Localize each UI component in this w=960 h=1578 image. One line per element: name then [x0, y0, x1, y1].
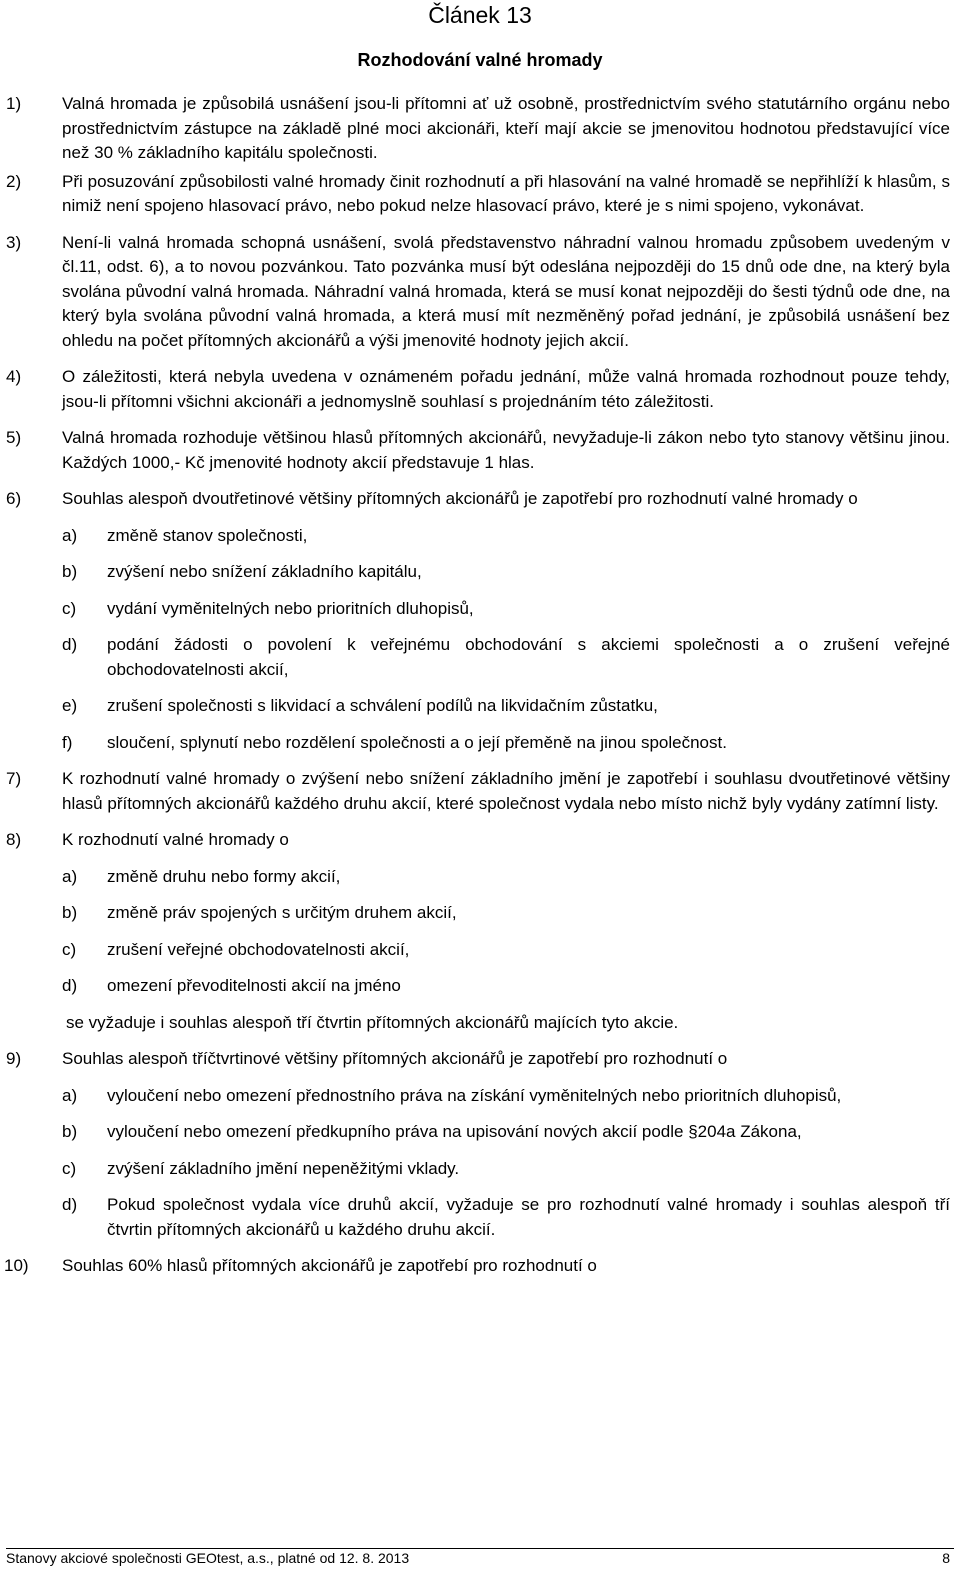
clause [0, 365, 960, 414]
clause-number: 8) [6, 830, 22, 849]
clause [0, 487, 960, 512]
clause-text: Souhlas 60% hlasů přítomných akcionářů je zapotřebí pro rozhodnutí o [62, 1256, 597, 1275]
clause-text: Valná hromada rozhoduje většinou hlasů přítomných akcionářů, nevyžaduje-li zákon nebo tyto stanovy většinu jinou. Každých 1000,- Kč jmenovité hodnoty akcií představuje 1 hlas. [62, 428, 950, 472]
sub-item-letter: d) [62, 635, 78, 654]
clause-number: 1) [6, 94, 22, 113]
clause [0, 1254, 960, 1279]
sub-item [0, 974, 960, 999]
sub-item-letter: b) [62, 562, 78, 581]
clause [0, 170, 960, 219]
sub-item-letter: c) [62, 1158, 77, 1178]
sub-item-text: vyloučení nebo omezení přednostního práva na získání vyměnitelných nebo prioritních dluhopisů, [107, 1085, 842, 1105]
sub-item [0, 865, 960, 890]
sub-item-text: zrušení společnosti s likvidací a schválení podílů na likvidačním zůstatku, [107, 696, 658, 715]
sub-item-letter: d) [62, 1195, 78, 1214]
clause-number: 3) [6, 232, 22, 252]
clause-number: 2) [6, 171, 22, 191]
sub-item-letter: c) [62, 598, 77, 618]
clause-text: Není-li valná hromada schopná usnášení, svolá představenstvo náhradní valnou hromadu způsobem uvedeným v čl.11, odst. 6), a to novou pozvánkou. Tato pozvánka musí být odeslána nejpozději do 15 dnů ode dne, na který byla svolána původní valná hromada. Náhradní valná hromada, která se musí konat nejpozději do šesti týdnů ode dne, na který byla svolána původní valná hromada, a která musí mít nezměněný pořad jednání, je způsobilá usnášení bez ohledu na počet přítomných akcionářů a výši jmenovité hodnoty jejich akcií. [62, 232, 950, 350]
clause-number: 9) [6, 1049, 22, 1068]
footer-document-title: Stanovy akciové společnosti GEOtest, a.s., platné od 12. 8. 2013 [6, 1550, 410, 1566]
article-title: Článek 13 [428, 2, 532, 28]
sub-item-letter: f) [62, 732, 73, 752]
sub-item-letter: b) [62, 1122, 78, 1141]
sub-item-text: zvýšení základního jmění nepeněžitými vklady. [107, 1158, 460, 1178]
sub-item-text: sloučení, splynutí nebo rozdělení společnosti a o její přeměně na jinou společnost. [107, 732, 727, 752]
clause-text: Souhlas alespoň tříčtvrtinové většiny přítomných akcionářů je zapotřebí pro rozhodnutí o [62, 1049, 728, 1068]
sub-item-text: změně druhu nebo formy akcií, [107, 866, 341, 886]
sub-item [0, 694, 960, 719]
sub-item [0, 1193, 960, 1242]
sub-item [0, 731, 960, 756]
sub-item-letter: a) [62, 525, 78, 545]
clause-number: 6) [6, 489, 22, 508]
clause [0, 231, 960, 354]
sub-item-text: zrušení veřejné obchodovatelnosti akcií, [107, 939, 410, 959]
sub-item-letter: e) [62, 696, 78, 715]
sub-item-text: změně stanov společnosti, [107, 525, 308, 545]
clause [0, 828, 960, 853]
sub-item [0, 1120, 960, 1145]
sub-item-text: zvýšení nebo snížení základního kapitálu, [107, 562, 422, 581]
clause-text: Valná hromada je způsobilá usnášení jsou-li přítomni ať už osobně, prostřednictvím svého statutárního orgánu nebo prostřednictvím zástupce na základě plné moci akcionáři, kteří mají akcie se jmenovitou hodnotou představující více než 30 % základního kapitálu společnosti. [62, 94, 950, 162]
document-body [0, 92, 960, 1279]
clause-number: 5) [6, 428, 22, 447]
clause-number: 4) [6, 367, 22, 386]
sub-item [0, 901, 960, 926]
sub-item-letter: c) [62, 939, 77, 959]
sub-item [0, 633, 960, 682]
sub-item-letter: a) [62, 866, 78, 886]
clause-number: 7) [6, 769, 22, 788]
sub-item-letter: d) [62, 976, 78, 995]
sub-item-text: změně práv spojených s určitým druhem akcií, [107, 903, 457, 922]
sub-item-letter: b) [62, 903, 78, 922]
sub-item-text: Pokud společnost vydala více druhů akcií, vyžaduje se pro rozhodnutí valné hromady i souhlas alespoň tří čtvrtin přítomných akcionářů u každého druhu akcií. [107, 1195, 950, 1239]
sub-item-text: vyloučení nebo omezení předkupního práva na upisování nových akcií podle §204a Zákona, [107, 1122, 802, 1141]
clause-text: K rozhodnutí valné hromady o zvýšení nebo snížení základního jmění je zapotřebí i souhlasu dvoutřetinové většiny hlasů přítomných akcionářů každého druhu akcií, které společnost vydala nebo místo nichž byly vydány zatímní listy. [62, 769, 950, 813]
sub-item-letter: a) [62, 1085, 78, 1105]
clause-text: K rozhodnutí valné hromady o [62, 830, 289, 849]
sub-item-text: vydání vyměnitelných nebo prioritních dluhopisů, [107, 598, 474, 618]
sub-item [0, 560, 960, 585]
sub-item [0, 1157, 960, 1182]
clause-text: Při posuzování způsobilosti valné hromady činit rozhodnutí a při hlasování na valné hromadě se nepřihlíží k hlasům, s nimiž není spojeno hlasovací právo, nebo pokud nelze hlasovací právo, které je s nimi spojeno, vykonávat. [62, 171, 950, 215]
clause-note: se vyžaduje i souhlas alespoň tří čtvrtin přítomných akcionářů majících tyto akcie. [66, 1012, 679, 1032]
clause [0, 92, 960, 166]
clause-text: Souhlas alespoň dvoutřetinové většiny přítomných akcionářů je zapotřebí pro rozhodnutí valné hromady o [62, 489, 858, 508]
clause [0, 767, 960, 816]
sub-item-text: podání žádosti o povolení k veřejnému obchodování s akciemi společnosti a o zrušení veřejné obchodovatelnosti akcií, [107, 635, 950, 679]
footer-divider [6, 1548, 954, 1549]
page-number: 8 [942, 1550, 950, 1566]
sub-item [0, 1084, 960, 1109]
article-heading: Rozhodování valné hromady [357, 50, 603, 70]
clause-text: O záležitosti, která nebyla uvedena v oznámeném pořadu jednání, může valná hromada rozhodnout pouze tehdy, jsou-li přítomni všichni akcionáři a jednomyslně souhlasí s projednáním této záležitosti. [62, 367, 950, 411]
sub-item [0, 524, 960, 549]
sub-item [0, 597, 960, 622]
clause [0, 426, 960, 475]
sub-item-text: omezení převoditelnosti akcií na jméno [107, 976, 401, 995]
sub-item [0, 938, 960, 963]
clause-number: 10) [4, 1256, 29, 1275]
clause [0, 1047, 960, 1072]
